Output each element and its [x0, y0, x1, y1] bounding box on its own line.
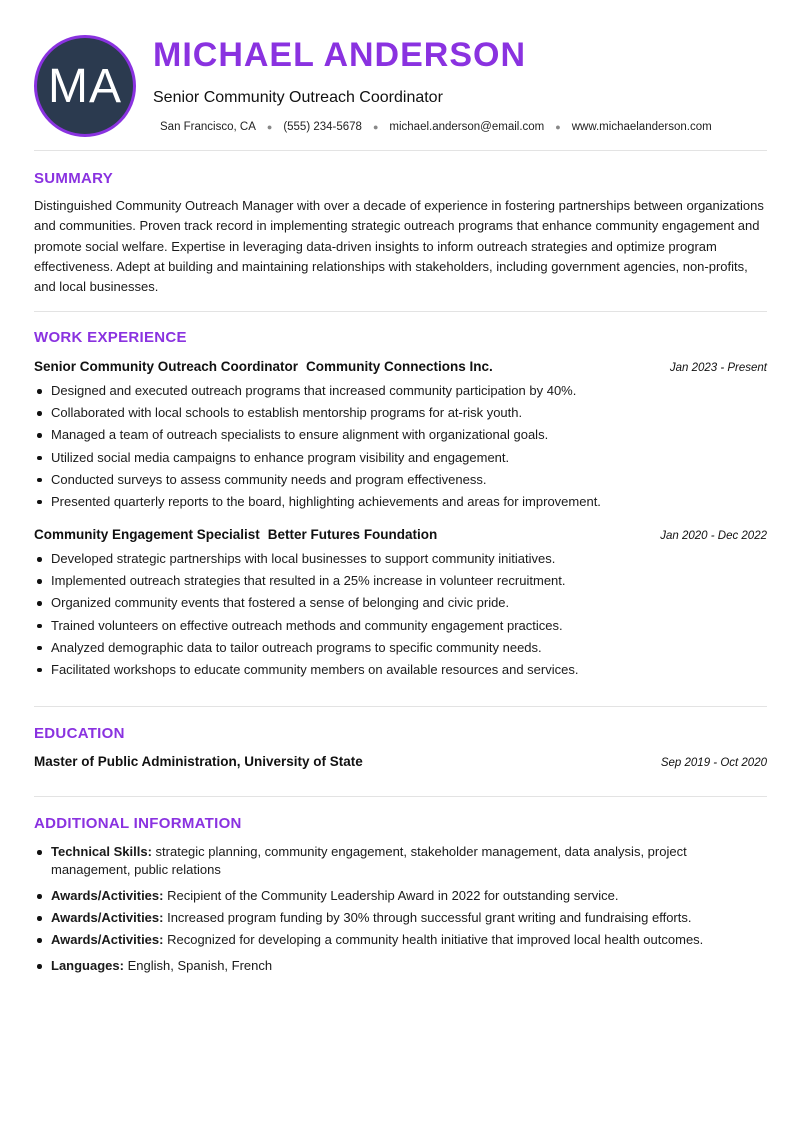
job-role: Senior Community Outreach Coordinator: [34, 359, 299, 374]
education-entry: [34, 754, 767, 769]
contact-phone[interactable]: (555) 234-5678: [283, 121, 362, 133]
info-text: Recipient of the Community Leadership Award in 2022 for outstanding service.: [167, 888, 619, 903]
avatar: [34, 35, 136, 137]
info-label: Awards/Activities:: [51, 888, 164, 903]
education-degree: Master of Public Administration, University of State: [34, 754, 363, 769]
job-dates: Jan 2023 - Present: [669, 362, 767, 374]
info-label: Awards/Activities:: [51, 910, 164, 925]
list-item: Utilized social media campaigns to enhance program visibility and engagement.: [34, 449, 767, 471]
info-text: Increased program funding by 30% through successful grant writing and fundraising efforts.: [167, 910, 692, 925]
list-item: Analyzed demographic data to tailor outreach programs to specific community needs.: [34, 639, 767, 661]
summary-text: Distinguished Community Outreach Manager with over a decade of experience in fostering partnerships between organizations and communities. Proven track record in implementing strategic outreach programs that enhance community engagement and promote social welfare. Expertise in leveraging data-driven insights to inform outreach strategies and optimize program effectiveness. Adept at building and maintaining relationships with stakeholders, including government agencies, non-profits, and local businesses.: [34, 198, 764, 295]
info-label: Languages:: [51, 958, 124, 973]
summary-heading: SUMMARY: [34, 170, 114, 187]
job-company: Community Connections Inc.: [306, 359, 493, 374]
list-item: Implemented outreach strategies that resulted in a 25% increase in volunteer recruitment.: [34, 572, 767, 594]
education-heading: EDUCATION: [34, 725, 125, 742]
info-text: English, Spanish, French: [127, 958, 273, 973]
list-item: Developed strategic partnerships with local businesses to support community initiatives.: [34, 550, 767, 572]
list-item: Conducted surveys to assess community needs and program effectiveness.: [34, 471, 767, 493]
dot-separator-icon: ●: [266, 122, 273, 132]
list-item: [34, 931, 767, 949]
job-header: [34, 526, 767, 544]
info-label: Awards/Activities:: [51, 932, 164, 947]
list-item: Trained volunteers on effective outreach methods and community engagement practices.: [34, 617, 767, 639]
candidate-title: Senior Community Outreach Coordinator: [153, 89, 443, 106]
divider: [34, 150, 767, 151]
list-item: [34, 909, 767, 927]
contact-location: San Francisco, CA: [160, 121, 256, 133]
divider: [34, 311, 767, 312]
list-item: Managed a team of outreach specialists to ensure alignment with organizational goals.: [34, 426, 767, 448]
job-header: [34, 358, 767, 376]
list-item: Facilitated workshops to educate community members on available resources and services.: [34, 661, 767, 683]
list-item: Designed and executed outreach programs that increased community participation by 40%.: [34, 382, 767, 404]
contact-website[interactable]: www.michaelanderson.com: [571, 121, 712, 133]
list-item: [34, 957, 767, 975]
avatar-initials: MA: [48, 59, 122, 113]
additional-info-list: [34, 843, 767, 979]
dot-separator-icon: ●: [555, 122, 561, 132]
education-dates: Sep 2019 - Oct 2020: [660, 757, 767, 769]
info-label: Technical Skills:: [51, 844, 152, 859]
divider: [34, 706, 767, 707]
info-text: Recognized for developing a community health initiative that improved local health outcomes.: [167, 932, 704, 947]
job-dates: Jan 2020 - Dec 2022: [660, 530, 767, 542]
list-item: Presented quarterly reports to the board, highlighting achievements and areas for improvement.: [34, 493, 767, 515]
additional-info-heading: ADDITIONAL INFORMATION: [34, 815, 242, 832]
candidate-name: MICHAEL ANDERSON: [153, 36, 527, 74]
job-bullets: [34, 550, 767, 683]
work-experience-heading: WORK EXPERIENCE: [34, 329, 187, 346]
contact-bar: [160, 121, 712, 133]
dot-separator-icon: ●: [372, 122, 379, 132]
list-item: Collaborated with local schools to establish mentorship programs for at-risk youth.: [34, 404, 767, 426]
job-company: Better Futures Foundation: [267, 527, 438, 542]
list-item: [34, 843, 767, 879]
divider: [34, 796, 767, 797]
job-bullets: [34, 382, 767, 515]
info-text: strategic planning, community engagement, stakeholder management, data analysis, project management, public relations: [51, 844, 687, 877]
job-role: Community Engagement Specialist: [34, 527, 260, 542]
list-item: Organized community events that fostered a sense of belonging and civic pride.: [34, 594, 767, 616]
contact-email[interactable]: michael.anderson@email.com: [389, 121, 545, 133]
list-item: [34, 887, 767, 905]
